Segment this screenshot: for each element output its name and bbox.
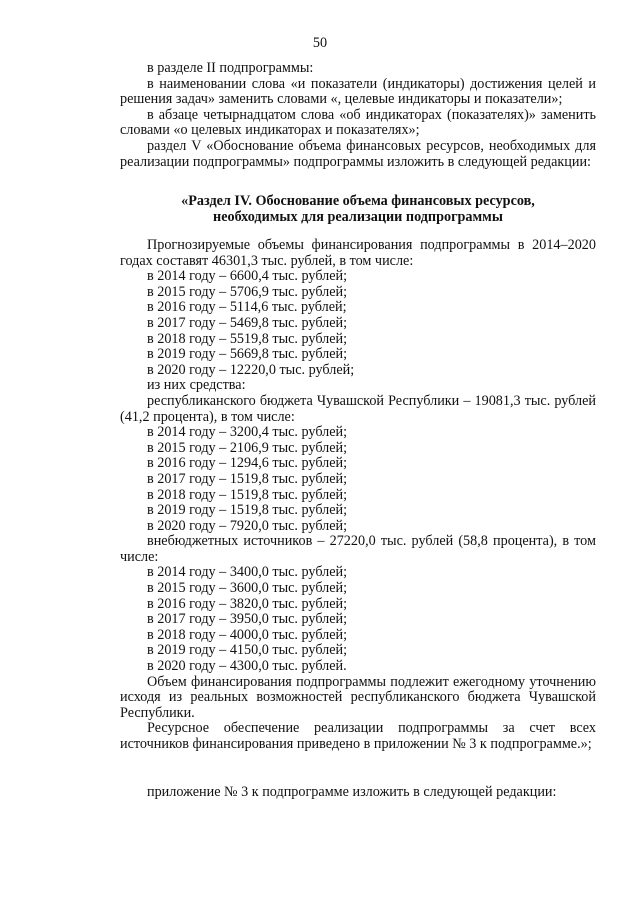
offbudget-year-line: в 2016 году – 3820,0 тыс. рублей; bbox=[147, 595, 348, 612]
intro-paragraph-2: в наименовании слова «и показатели (индикаторы) достижения целей и решения задач» заменить словами «, целевые индикаторы и показатели»; bbox=[120, 75, 596, 108]
appendix-block bbox=[120, 785, 596, 801]
intro-paragraph-4: раздел V «Обоснование объема финансовых ресурсов, необходимых для реализации подпрограммы» подпрограммы изложить в следующей редакции: bbox=[120, 137, 596, 170]
total-year-line: в 2017 году – 5469,8 тыс. рублей; bbox=[147, 314, 348, 331]
offbudget-year-line: в 2015 году – 3600,0 тыс. рублей; bbox=[147, 580, 348, 597]
page-number: 50 bbox=[312, 35, 328, 51]
resource-paragraph: Ресурсное обеспечение реализации подпрограммы за счет всех источников финансирования приведено в приложении № 3 к подпрограмме.»; bbox=[120, 720, 596, 752]
total-year-line: в 2020 году – 12220,0 тыс. рублей; bbox=[147, 361, 355, 378]
section-heading-line-2: необходимых для реализации подпрограммы bbox=[213, 209, 503, 225]
total-year-line: в 2015 году – 5706,9 тыс. рублей; bbox=[147, 283, 348, 300]
intro-block bbox=[120, 61, 596, 170]
sources-label: из них средства: bbox=[147, 377, 246, 394]
adjustment-paragraph: Объем финансирования подпрограммы подлежит ежегодному уточнению исходя из реальных возможностей республиканского бюджета Чувашской Республики. bbox=[120, 673, 596, 721]
section-heading bbox=[120, 193, 596, 225]
total-year-line: в 2018 году – 5519,8 тыс. рублей; bbox=[147, 330, 348, 347]
offbudget-year-line: в 2019 году – 4150,0 тыс. рублей; bbox=[147, 642, 348, 659]
offbudget-year-line: в 2020 году – 4300,0 тыс. рублей. bbox=[147, 658, 347, 675]
republic-year-line: в 2020 году – 7920,0 тыс. рублей; bbox=[147, 517, 348, 534]
offbudget-year-line: в 2017 году – 3950,0 тыс. рублей; bbox=[147, 611, 348, 628]
intro-paragraph-1: в разделе II подпрограммы: bbox=[147, 60, 314, 76]
republic-year-line: в 2018 году – 1519,8 тыс. рублей; bbox=[147, 486, 348, 503]
total-year-line: в 2016 году – 5114,6 тыс. рублей; bbox=[147, 299, 347, 316]
total-year-line: в 2019 году – 5669,8 тыс. рублей; bbox=[147, 346, 348, 363]
intro-paragraph-3: в абзаце четырнадцатом слова «об индикаторах (показателях)» заменить словами «о целевых индикаторах и показателях»; bbox=[120, 106, 596, 139]
republic-year-line: в 2014 году – 3200,4 тыс. рублей; bbox=[147, 424, 348, 441]
republic-budget-paragraph: республиканского бюджета Чувашской Республики – 19081,3 тыс. рублей (41,2 процента), в том числе: bbox=[120, 392, 596, 425]
section-heading-line-1: «Раздел IV. Обоснование объема финансовых ресурсов, bbox=[181, 193, 535, 209]
total-financing-paragraph: Прогнозируемые объемы финансирования подпрограммы в 2014–2020 годах составят 46301,3 тыс. рублей, в том числе: bbox=[120, 237, 596, 269]
offbudget-year-line: в 2014 году – 3400,0 тыс. рублей; bbox=[147, 564, 348, 581]
republic-year-line: в 2019 году – 1519,8 тыс. рублей; bbox=[147, 502, 348, 519]
financing-block bbox=[120, 238, 596, 753]
republic-year-line: в 2015 году – 2106,9 тыс. рублей; bbox=[147, 439, 348, 456]
total-year-line: в 2014 году – 6600,4 тыс. рублей; bbox=[147, 268, 348, 285]
offbudget-year-line: в 2018 году – 4000,0 тыс. рублей; bbox=[147, 626, 348, 643]
appendix-paragraph: приложение № 3 к подпрограмме изложить в следующей редакции: bbox=[147, 784, 557, 800]
offbudget-paragraph: внебюджетных источников – 27220,0 тыс. рублей (58,8 процента), в том числе: bbox=[120, 533, 596, 565]
republic-year-line: в 2016 году – 1294,6 тыс. рублей; bbox=[147, 455, 348, 472]
republic-year-line: в 2017 году – 1519,8 тыс. рублей; bbox=[147, 470, 348, 487]
